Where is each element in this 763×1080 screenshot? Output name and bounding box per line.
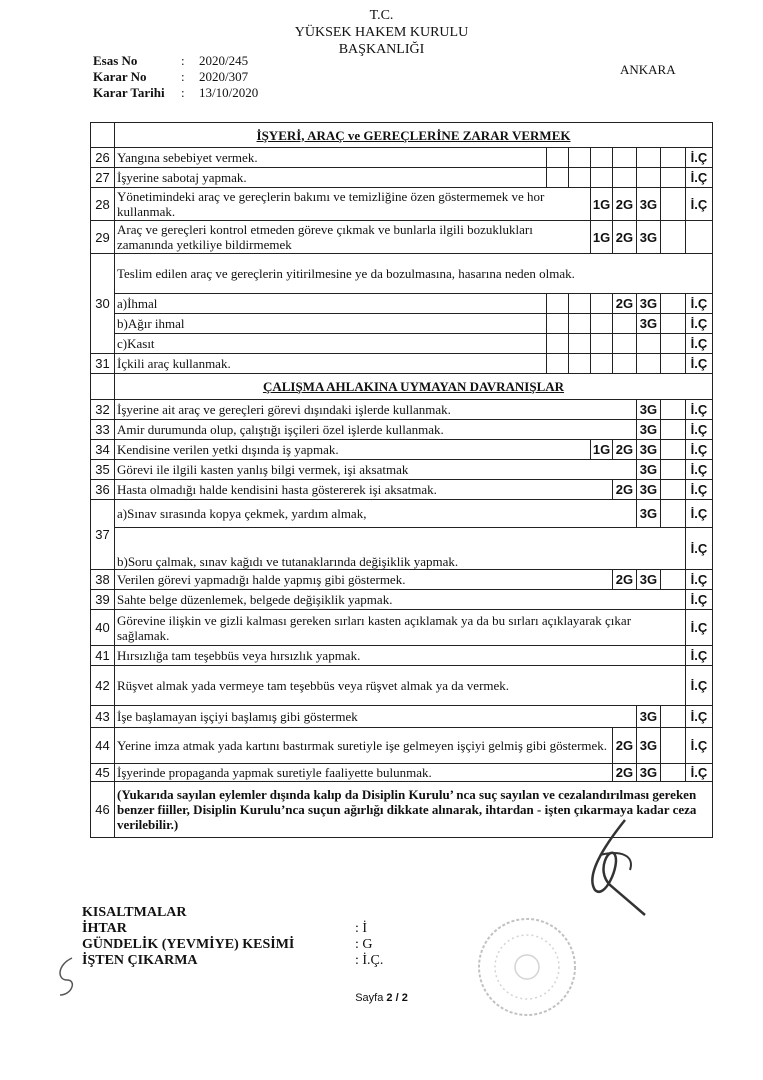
table-row [91,706,713,728]
table-row [91,764,713,782]
penalty-3g: 3G [636,188,660,221]
table-row [91,148,713,168]
table-row [91,440,713,460]
row-description: Rüşvet almak yada vermeye tam teşebbüs veya rüşvet almak ya da vermek. [115,666,686,706]
penalty-ic: İ.Ç [685,354,712,374]
penalty-1g: 1G [590,221,612,254]
penalty-ic: İ.Ç [685,294,712,314]
row-description: Verilen görevi yapmadığı halde yapmış gibi göstermek. [115,570,613,590]
row-subitem: a)Sınav sırasında kopya çekmek, yardım almak, [115,500,637,528]
table-row [91,666,713,706]
penalty-ic: İ.Ç [685,666,712,706]
penalty-ic: İ.Ç [685,480,712,500]
table-row [91,420,713,440]
row-number: 41 [91,646,115,666]
penalty-2g: 2G [612,294,636,314]
row-description: İşe başlamayan işçiyi başlamış gibi göstermek [115,706,637,728]
row-description: Yangına sebebiyet vermek. [115,148,547,168]
table-row [91,400,713,420]
row-number: 30 [91,254,115,354]
row-number: 35 [91,460,115,480]
penalty-3g: 3G [636,480,660,500]
city: ANKARA [620,62,676,77]
esas-label: Esas No [93,53,138,68]
abbreviation-item: İHTAR : İ [82,921,368,936]
penalty-ic: İ.Ç [685,610,712,646]
penalty-3g: 3G [636,764,660,782]
abbreviations-title: KISALTMALAR [82,905,187,920]
penalty-ic: İ.Ç [685,646,712,666]
karar-value: 2020/307 [199,69,249,84]
penalty-3g: 3G [636,221,660,254]
row-number: 29 [91,221,115,254]
penalty-ic: İ.Ç [685,420,712,440]
header-institution: YÜKSEK HAKEM KURULU [294,25,469,40]
row-subitem: b)Ağır ihmal [115,314,547,334]
table-row [91,188,713,221]
row-number: 34 [91,440,115,460]
table-row [91,254,713,294]
penalty-2g: 2G [612,221,636,254]
row-description: Hasta olmadığı halde kendisini hasta göstererek işi aksatmak. [115,480,613,500]
penalty-3g: 3G [636,440,660,460]
row-description: Araç ve gereçleri kontrol etmeden göreve çıkmak ve bunlarla ilgili bozuklukları zamanında yetkiliye bildirmemek [115,221,591,254]
penalty-2g: 2G [612,570,636,590]
penalty-ic: İ.Ç [685,314,712,334]
row-description: Teslim edilen araç ve gereçlerin yitirilmesine ye da bozulmasına, hasarına neden olmak. [115,254,713,294]
row-number: 27 [91,168,115,188]
row-number: 40 [91,610,115,646]
penalty-ic: İ.Ç [685,148,712,168]
penalty-ic: İ.Ç [685,764,712,782]
table-row [91,221,713,254]
page-number: Sayfa 2 / 2 [355,992,408,1004]
table-row [91,728,713,764]
row-subitem: c)Kasıt [115,334,547,354]
penalty-3g: 3G [636,314,660,334]
table-row [91,646,713,666]
row-number: 46 [91,782,115,838]
table-row [91,528,713,570]
penalty-1g: 1G [590,440,612,460]
penalty-table [90,122,713,838]
row-description: Amir durumunda olup, çalıştığı işçileri özel işlerde kullanmak. [115,420,637,440]
penalty-ic: İ.Ç [685,334,712,354]
table-row [91,570,713,590]
table-row [91,314,713,334]
abbreviation-item: GÜNDELİK (YEVMİYE) KESİMİ : G [82,937,373,952]
row-number: 43 [91,706,115,728]
header-presidency: BAŞKANLIĞI [338,42,425,57]
row-number: 44 [91,728,115,764]
row-description: Görevine ilişkin ve gizli kalması gereken sırları kasten açıklamak ya da bu sırları açıklayarak çıkar sağlamak. [115,610,686,646]
penalty-1g: 1G [590,188,612,221]
official-stamp-icon [452,912,602,1022]
table-row [91,354,713,374]
penalty-ic: İ.Ç [685,728,712,764]
table-row [91,480,713,500]
penalty-3g: 3G [636,400,660,420]
table-row [91,610,713,646]
row-description: Sahte belge düzenlemek, belgede değişiklik yapmak. [115,590,686,610]
karar-tarihi-value: 13/10/2020 [199,85,259,100]
table-row [91,294,713,314]
table-row [91,334,713,354]
penalty-2g: 2G [612,728,636,764]
row-subitem: b)Soru çalmak, sınav kağıdı ve tutanaklarında değişiklik yapmak. [115,528,686,570]
row-number: 39 [91,590,115,610]
section-title-ethics: ÇALIŞMA AHLAKINA UYMAYAN DAVRANIŞLAR [115,374,713,400]
karar-tarihi-label: Karar Tarihi [93,85,165,100]
penalty-ic: İ.Ç [685,400,712,420]
table-row [91,500,713,528]
row-number: 37 [91,500,115,570]
row-number: 31 [91,354,115,374]
penalty-2g: 2G [612,188,636,221]
penalty-ic: İ.Ç [685,188,712,221]
penalty-3g: 3G [636,294,660,314]
row-number: 38 [91,570,115,590]
penalty-ic: İ.Ç [685,168,712,188]
row-description: İçkili araç kullanmak. [115,354,547,374]
table-row [91,460,713,480]
header-tc: T.C. [369,8,394,23]
penalty-2g: 2G [612,764,636,782]
penalty-3g: 3G [636,728,660,764]
row-number: 36 [91,480,115,500]
row-subitem: a)İhmal [115,294,547,314]
penalty-3g: 3G [636,460,660,480]
penalty-2g: 2G [612,480,636,500]
esas-value: 2020/245 [199,53,249,68]
row-description: Kendisine verilen yetki dışında iş yapmak. [115,440,591,460]
penalty-3g: 3G [636,706,660,728]
row-number: 33 [91,420,115,440]
row-number: 26 [91,148,115,168]
abbreviations [82,905,383,969]
row-description: İşyerine ait araç ve gereçleri görevi dışındaki işlerde kullanmak. [115,400,637,420]
signature-icon [565,815,675,925]
section-row [91,123,713,148]
penalty-ic: İ.Ç [685,706,712,728]
initial-signature-icon [52,955,82,1000]
row-description: Görevi ile ilgili kasten yanlış bilgi vermek, işi aksatmak [115,460,637,480]
section-title-damage: İŞYERİ, ARAÇ ve GEREÇLERİNE ZARAR VERMEK [115,123,713,148]
table-row [91,590,713,610]
row-description: Yönetimindeki araç ve gereçlerin bakımı ve temizliğine özen göstermemek ve hor kullanmak. [115,188,591,221]
row-description: (Yukarıda sayılan eylemler dışında kalıp da Disiplin Kurulu’ nca suç sayılan ve cezalandırılması gereken benzer fiiller, Disiplin Kurulu’nca suçun ağırlığı dikkate alınarak, ihtardan - işten çıkarmaya kadar ceza verilebilir.) [115,782,713,838]
row-description: Yerine imza atmak yada kartını bastırmak suretiyle işe gelmeyen işçiyi gelmiş gibi göstermek. [115,728,613,764]
penalty-2g: 2G [612,440,636,460]
penalty-ic: İ.Ç [685,528,712,570]
row-description: Hırsızlığa tam teşebbüs veya hırsızlık yapmak. [115,646,686,666]
penalty-ic: İ.Ç [685,570,712,590]
case-metadata: Esas No : 2020/245 Karar No : 2020/307 Karar Tarihi : 13/10/2020 [93,53,259,100]
row-number: 28 [91,188,115,221]
row-number: 42 [91,666,115,706]
penalty-3g: 3G [636,500,660,528]
row-number: 45 [91,764,115,782]
abbreviation-item: İŞTEN ÇIKARMA : İ.Ç. [82,953,384,968]
section-row [91,374,713,400]
row-description: İşyerinde propaganda yapmak suretiyle faaliyette bulunmak. [115,764,613,782]
penalty-ic: İ.Ç [685,500,712,528]
penalty-3g: 3G [636,570,660,590]
penalty-ic: İ.Ç [685,460,712,480]
penalty-3g: 3G [636,420,660,440]
karar-label: Karar No [93,69,147,84]
row-number: 32 [91,400,115,420]
penalty-ic: İ.Ç [685,590,712,610]
row-description: İşyerine sabotaj yapmak. [115,168,547,188]
penalty-ic: İ.Ç [685,440,712,460]
table-row [91,168,713,188]
